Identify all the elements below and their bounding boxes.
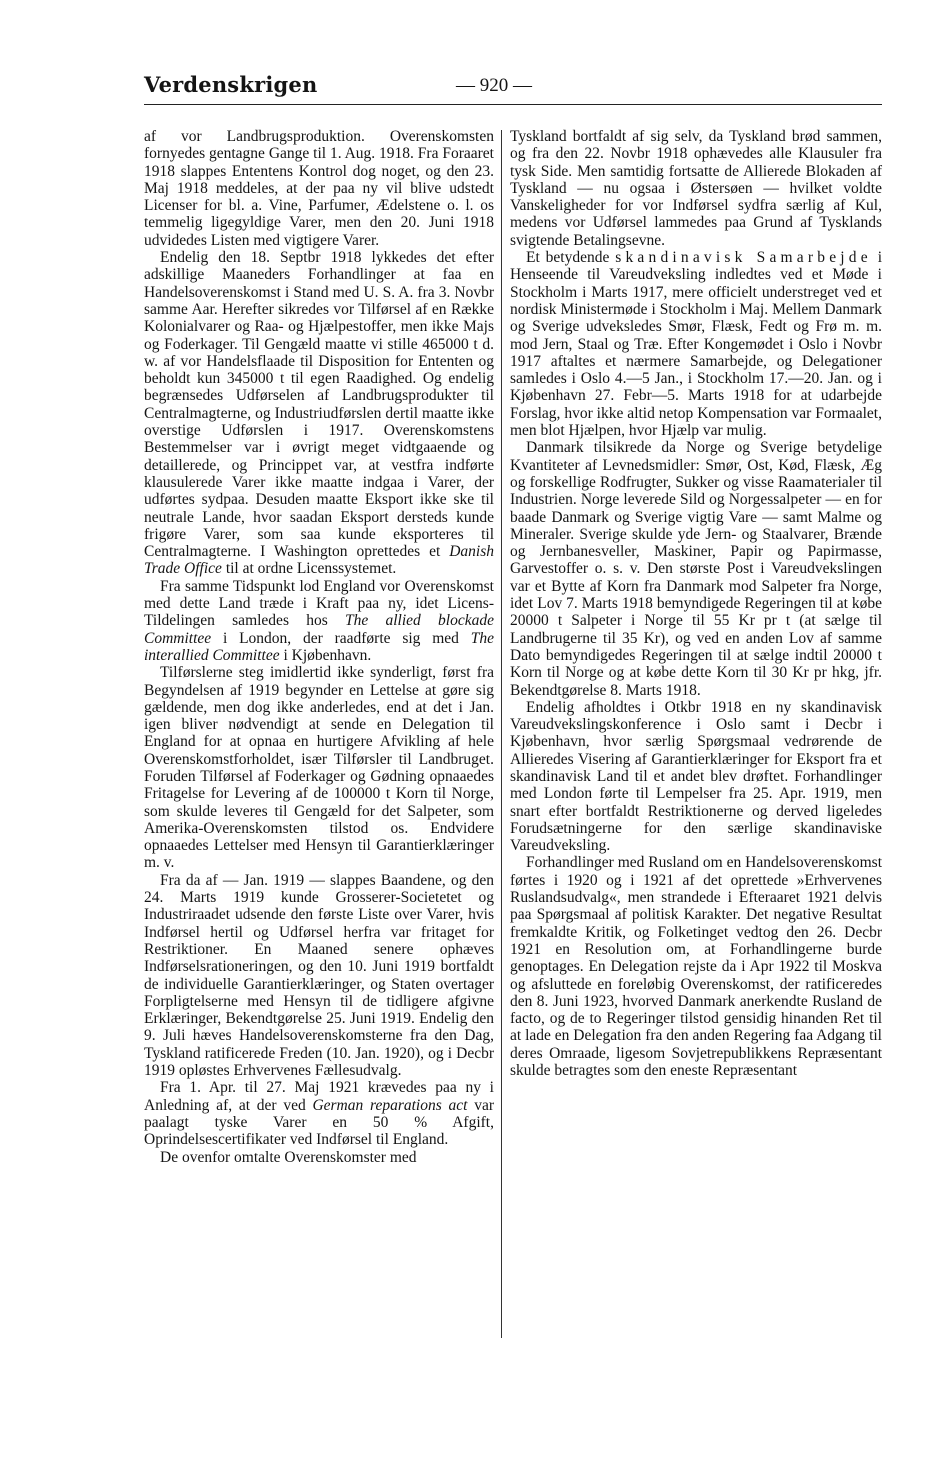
paragraph-text: Tyskland bortfaldt af sig selv, da Tyskland brød sammen, og fra den 22. Novbr 1918 ophævedes alle Klausuler fra tysk Side. Men samtidig fortsatte de Allierede Blokaden af Tyskland — nu ogsaa i Østersøen — hvilket voldte Vanskeligheder for vor Indførsel sydfra særlig af Kul, medens vor Udførsel lammedes paa Grund af Tysklands svigtende Betalingsevne. <box>510 128 882 249</box>
paragraph-text: Tilførslerne steg imidlertid ikke synderligt, først fra Begyndelsen af 1919 begynder en Lettelse at gøre sig gældende, men dog ikke anderledes, end at det i Jan. igen bliver nødvendigt at sende en Delegation til England for at opnaa en hurtigere Afvikling af hele Overenskomstforholdet, især Tilførsler til Landbruget. Foruden Tilførsel af Foderkager og Gødning opnaaedes Fritagelse for Levering af de 100000 t Korn til Norge, som skulde leveres til Gengæld for det Salpeter, som Amerika-Overenskomsten tilstod os. Endvidere opnaaedes Lettelser med Hensyn til Garantierklæringer m. v. <box>144 664 494 872</box>
paragraph <box>510 128 882 249</box>
paragraph-text: Danmark tilsikrede da Norge og Sverige betydelige Kvantiteter af Levnedsmidler: Smør, Ost, Kød, Flæsk, Æg og forskellige Rodfrugter, Sukker og visse Raamaterialer til Industrien. Norge leverede Sild og Norgessalpeter — en for baade Danmark og Sverige vigtig Vare — samt Malme og Mineraler. Sverige skulde yde Jern- og Staalvarer, Brænde og Jernbanesveller, Maskiner, Papir og Papirmasse, Garvestoffer o. s. v. Den største Post i Vareudvekslingen var et Bytte af Korn fra Danmark mod Salpeter fra Norge, idet Lov 7. Marts 1918 bemyndigede Regeringen til at købe 20000 t Salpeter i Norge til 55 Kr pr t (at sælge til Landbrugerne til 35 Kr), og ved en anden Lov af samme Dato bemyndigedes Regeringen til at sælge indtil 20000 t Korn til Norge og at købe dette Korn til 30 Kr pr hkg, jfr. Bekendtgørelse 8. Marts 1918. <box>510 439 882 699</box>
right-column <box>510 128 882 1079</box>
paragraph <box>510 699 882 855</box>
header-title: Verdenskrigen <box>144 72 318 97</box>
paragraph <box>144 578 494 664</box>
paragraph-text: var paalagt tyske Varer en 50 % Afgift, Oprindelsescertifikater ved Indførsel til England. <box>144 1096 494 1149</box>
page-number: — 920 — <box>456 75 532 96</box>
running-header <box>144 70 882 102</box>
italic-term: German reparations act <box>312 1096 468 1114</box>
header-rule <box>144 104 882 105</box>
italic-term: Danish Trade Office <box>144 543 494 578</box>
paragraph <box>144 1079 494 1148</box>
paragraph <box>144 249 494 578</box>
paragraph-text: Fra da af — Jan. 1919 — slappes Baandene, og den 24. Marts 1919 kunde Grosserer-Societetet og Industriraadet udsende den første Liste over Varer, hvis Indførsel hertil og Udførsel herfra var fritaget for Restriktioner. En Maaned senere ophæves Indførselsrationeringen, og den 10. Juni 1919 bortfaldt de individuelle Garantierklæringer, og Staten overtager Forpligtelserne med Hensyn til de tidligere afgivne Erklæringer, Bekendtgørelse 25. Juni 1919. Endelig den 9. Juli hæves Handelsoverenskomsterne fra den Dag, Tyskland ratificerede Freden (10. Jan. 1920), og i Decbr 1919 opløstes Erhvervenes Fællesudvalg. <box>144 871 494 1080</box>
paragraph-text: i Henseende til Vareudveksling indledtes ved et Møde i Stockholm i Marts 1917, mere officielt understreget ved et nordisk Ministermøde i Stockholm i Maj. Mellem Danmark og Sverige udveksledes Smør, Flæsk, Fedt og Frø m. m. mod Jern, Staal og Træ. Efter Kongemødet i Oslo i Novbr 1917 aftaltes et nærmere Samarbejde, og Delegationer samledes i Oslo 4.—5 Jan., i Stockholm 17.—20. Jan. og i Kjøbenhavn 27. Febr—5. Marts 1918 for at udarbejde Forslag, hvor ikke altid netop Kompensation var Formaalet, men blot Hjælpen, hvor Hjælp var mulig. <box>510 249 882 440</box>
paragraph-text: i London, der raadførte sig med <box>222 629 459 647</box>
paragraph <box>144 128 494 249</box>
paragraph-text: Endelig den 18. Septbr 1918 lykkedes det efter adskillige Maaneders Forhandlinger at faa en Handelsoverenskomst i Stand med U. S. A. fra 3. Novbr samme Aar. Herefter sikredes vor Tilførsel af en Række Kolonialvarer og Raa- og Hjælpestoffer, men ikke Majs og Foderkager. Til Gengæld maatte vi stille 465000 t d. w. af vor Handelsflaade til Disposition for Ententen og beholdt kun 345000 t til egen Raadighed. Og endelig begrænsedes Udførselen af Landbrugsprodukter til Centralmagterne, og Industriudførslen dertil maatte ikke overstige Udførslen i 1917. Overenskomstens Bestemmelser var i øvrigt meget vidtgaaende og detaillerede, og Princippet var, at vestfra indførte klausulerede Varer ikke maatte indgaa i Varer, der udførtes sydpaa. Desuden maatte Eksport ikke ske til neutrale Lande, hvor saadan Eksport dersteds kunde frigøre Varer, som saa kunde eksporteres til Centralmagterne. I Washington oprettedes et <box>144 249 494 561</box>
paragraph-text: af vor Landbrugsproduktion. Overenskomsten fornyedes gentagne Gange til 1. Aug. 1918. Fra Foraaret 1918 slappes Ententens Kontrol dog noget, og den 23. Maj 1918 meddeles, at der paa ny vil blive udstedt Licenser for bl. a. Vine, Parfumer, Ædelstene o. l. os temmelig ligegyldige Varer, men den 20. Juni 1918 udvidedes Listen med vigtigere Varer. <box>144 128 494 249</box>
paragraph-text: til at ordne Licenssystemet. <box>225 560 397 578</box>
paragraph <box>510 854 882 1079</box>
left-column <box>144 128 494 1166</box>
italic-term: The interallied Committee <box>144 629 494 664</box>
paragraph-text: Et betydende <box>526 249 610 267</box>
paragraph-text: Fra samme Tidspunkt lod England vor Overenskomst med dette Land træde i Kraft paa ny, idet Licens-Tildelingen samledes hos <box>144 577 494 630</box>
paragraph <box>510 439 882 698</box>
paragraph-text: De ovenfor omtalte Overenskomster med <box>160 1148 417 1166</box>
paragraph-text: Endelig afholdtes i Otkbr 1918 en ny skandinavisk Vareudvekslingskonference i Oslo samt i Decbr i Kjøbenhavn, hvor særlig Spørgsmaal vedrørende de Allieredes Visering af Garantierklæringer for Eksport fra et skandinavisk Land til et andet blev drøftet. Forhandlinger med London førte til Lempelser fra 25. Apr. 1919, men snart efter bortfaldt Restriktionerne og derved ligeledes Forudsætningerne for den særlige skandinaviske Vareudveksling. <box>510 698 882 855</box>
column-divider <box>501 130 502 1338</box>
paragraph <box>144 664 494 872</box>
paragraph <box>510 249 882 439</box>
paragraph-text: Forhandlinger med Rusland om en Handelsoverenskomst førtes i 1920 og i 1921 af det oprettede »Erhvervenes Ruslandsudvalg«, men strandede i Efteraaret 1921 delvis paa Spørgsmaal af politisk Karakter. Det negative Resultat fremkaldte Kritik, og Folketinget vedtog den 26. Decbr 1921 en Resolution om, at Forhandlingerne burde genoptages. En Delegation rejste da i Apr 1922 til Moskva og afsluttede en foreløbig Overenskomst, der ratificeredes den 8. Juni 1923, hvorved Danmark anerkendte Rusland de facto, og de to Regeringer tilstod gensidig hinanden Ret til at lade en Delegation fra den anden Regering faa Adgang til deres Omraade, ligesom Sovjetrepublikkens Repræsentant skulde betragtes som den eneste Repræsentant <box>510 854 883 1080</box>
paragraph <box>144 1149 494 1166</box>
paragraph <box>144 872 494 1080</box>
paragraph-text: Fra 1. Apr. til 27. Maj 1921 krævedes paa ny i Anledning af, at der ved <box>144 1079 494 1114</box>
spaced-term: skandinavisk Samarbejde <box>615 249 872 267</box>
italic-term: The allied blockade Committee <box>144 612 494 647</box>
paragraph-text: i Kjøbenhavn. <box>283 646 372 664</box>
